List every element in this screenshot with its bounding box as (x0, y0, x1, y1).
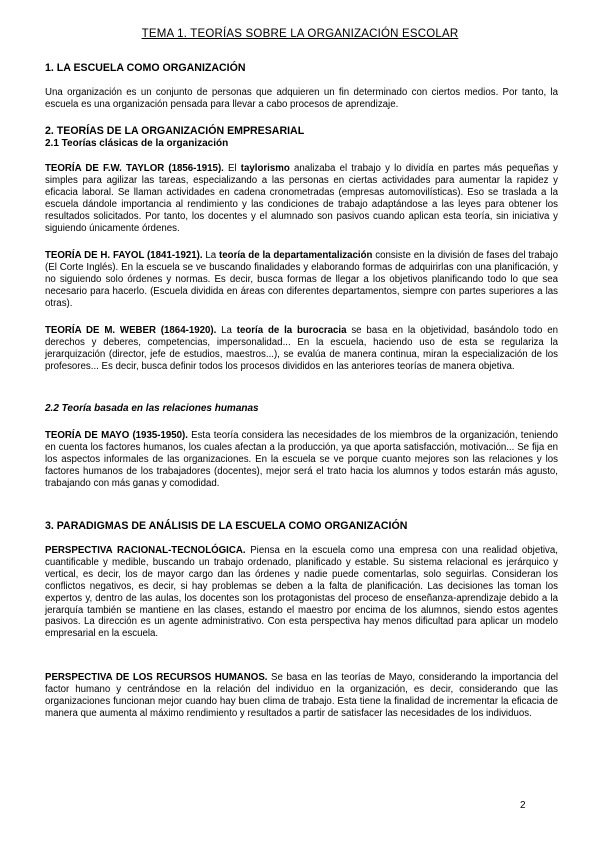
section-1 (45, 62, 558, 75)
mayo-text: Esta teoría considera las necesidades de los miembros de la organización, teniendo en cuenta los factores humanos, los cuales afectan a la producción, ya que aporta satisfacción, motivación... Se fija en los aspectos informales de las organizaciones. En la escuela se ve porque cuanto mejores son las relaciones y los factores humanos de los trabajadores (docentes), mejor será el trato hacia los alumnos y todos estarán más agusto, trabajando con más ganas y comodidad. (45, 430, 558, 489)
mayo-title: TEORÍA DE MAYO (1935-1950). (45, 430, 188, 441)
section-2-heading: 2. TEORÍAS DE LA ORGANIZACIÓN EMPRESARIAL (45, 125, 305, 137)
section-3 (45, 520, 558, 533)
fayol-text: consiste en la división de fases del trabajo (El Corte Inglés). En la escuela se ve buscando finalidades y elaborando formas de adquirirlas con una planificación, y no siguiendo solo órdenes y normas. Es decir, busca formas de llegar a los objetivos planificando todo lo que sea necesario para hacerlo. (Escuela dividida en áreas con diferentes departamentos, siempre con partes superiores a las otras). (45, 250, 558, 309)
weber-title: TEORÍA DE M. WEBER (1864-1920). (45, 325, 217, 336)
racional-title: PERSPECTIVA RACIONAL-TECNOLÓGICA. (45, 545, 246, 556)
taylor-title: TEORÍA DE F.W. TAYLOR (1856-1915). (45, 163, 224, 174)
racional-block (45, 545, 558, 640)
fayol-paragraph (45, 250, 558, 310)
page-title: TEMA 1. TEORÍAS SOBRE LA ORGANIZACIÓN ESCOLAR (141, 28, 459, 40)
fayol-term: teoría de la departamentalización (219, 250, 373, 261)
weber-text: se basa en la objetividad, basándolo todo en derechos y deberes, competencias, impersonalidad... En la escuela, haciendo uso de esta se regulariza la jerarquización (director, jefe de estudios, maestros...), se evalúa de manera continua, miran la especialización de los profesores... Es decir, busca definir todos los procesos divididos en las anteriores teorías de manera objetiva. (45, 325, 559, 372)
section-1-body (45, 87, 558, 111)
weber-pre: La (216, 325, 237, 336)
taylor-block (45, 163, 558, 234)
weber-term: teoría de la burocracia (236, 325, 347, 336)
fayol-pre: La (202, 250, 220, 261)
taylor-paragraph (45, 163, 558, 234)
racional-paragraph (45, 545, 558, 640)
section-3-heading: 3. PARADIGMAS DE ANÁLISIS DE LA ESCUELA COMO ORGANIZACIÓN (45, 520, 408, 532)
page-number: 2 (520, 800, 526, 811)
mayo-block (45, 430, 558, 490)
recursos-paragraph (45, 672, 558, 720)
taylor-pre: El (223, 163, 241, 174)
mayo-paragraph (45, 430, 558, 490)
racional-text: Piensa en la escuela como una empresa con una realidad objetiva, cuantificable y medible, buscando un trabajo ordenado, planificado y estable. Su sistema relacional es jerárquico y vertical, es decir, los de mayor cargo dan las órdenes y nadie puede comentarlas, solo seguirlas. Consideran los conflictos negativos, es decir, si hay problemas se deben a la falta de planificación. Las decisiones las toman los expertos y, dentro de las aulas, los docentes son los protagonistas del proceso de enseñanza-aprendizaje debido a la jerarquía también se mantiene en las clases, estando el maestro por encima de los alumnos, siendo estos agentes pasivos. La dirección es un agente administrativo. Con esta perspectiva hay menos dificultad para aplicar un modelo empresarial en la escuela. (45, 545, 558, 640)
subsection-2-2-heading: 2.2 Teoría basada en las relaciones humanas (45, 403, 259, 414)
section-1-paragraph: Una organización es un conjunto de personas que adquieren un fin determinado con ciertos medios. Por tanto, la escuela es una organización pensada para llevar a cabo procesos de aprendizaje. (45, 87, 558, 110)
weber-paragraph (45, 325, 558, 373)
section-1-heading: 1. LA ESCUELA COMO ORGANIZACIÓN (45, 62, 246, 74)
fayol-block (45, 250, 558, 310)
weber-block (45, 325, 558, 373)
subsection-2-2 (45, 403, 558, 415)
taylor-text: analizaba el trabajo y lo dividía en partes más pequeñas y simples para agilizar las tareas, especializando a las personas en ciertas actividades para aumentar la rapidez y eficacia laboral. Se llaman actividades en cadena cronometradas (empresas automovilísticas). Eso se traslada a la escuela dándole importancia al rendimiento y las condiciones de trabajo adaptándose a las leyes para obtener los resultados solicitados. Por tanto, los docentes y el alumnado son pasivos cuando aplican esta teoría, sin iniciativa y siguiendo únicamente órdenes. (45, 163, 558, 234)
section-2-header (45, 125, 558, 150)
taylor-term: taylorismo (240, 163, 290, 174)
fayol-title: TEORÍA DE H. FAYOL (1841-1921). (45, 250, 203, 261)
recursos-block (45, 672, 558, 720)
recursos-text: Se basa en las teorías de Mayo, considerando la importancia del factor humano y centrándose en la relación del individuo en la organización, es decir, considerando que las organizaciones funcionan mejor cuando hay buen clima de trabajo. Esta tiene la finalidad de incrementar la eficacia de manera que aumenta al máximo rendimiento y resultados a partir de satisfacer las necesidades de los individuos. (45, 672, 558, 719)
subsection-2-1-heading: 2.1 Teorías clásicas de la organización (45, 138, 229, 149)
recursos-title: PERSPECTIVA DE LOS RECURSOS HUMANOS. (45, 672, 268, 683)
